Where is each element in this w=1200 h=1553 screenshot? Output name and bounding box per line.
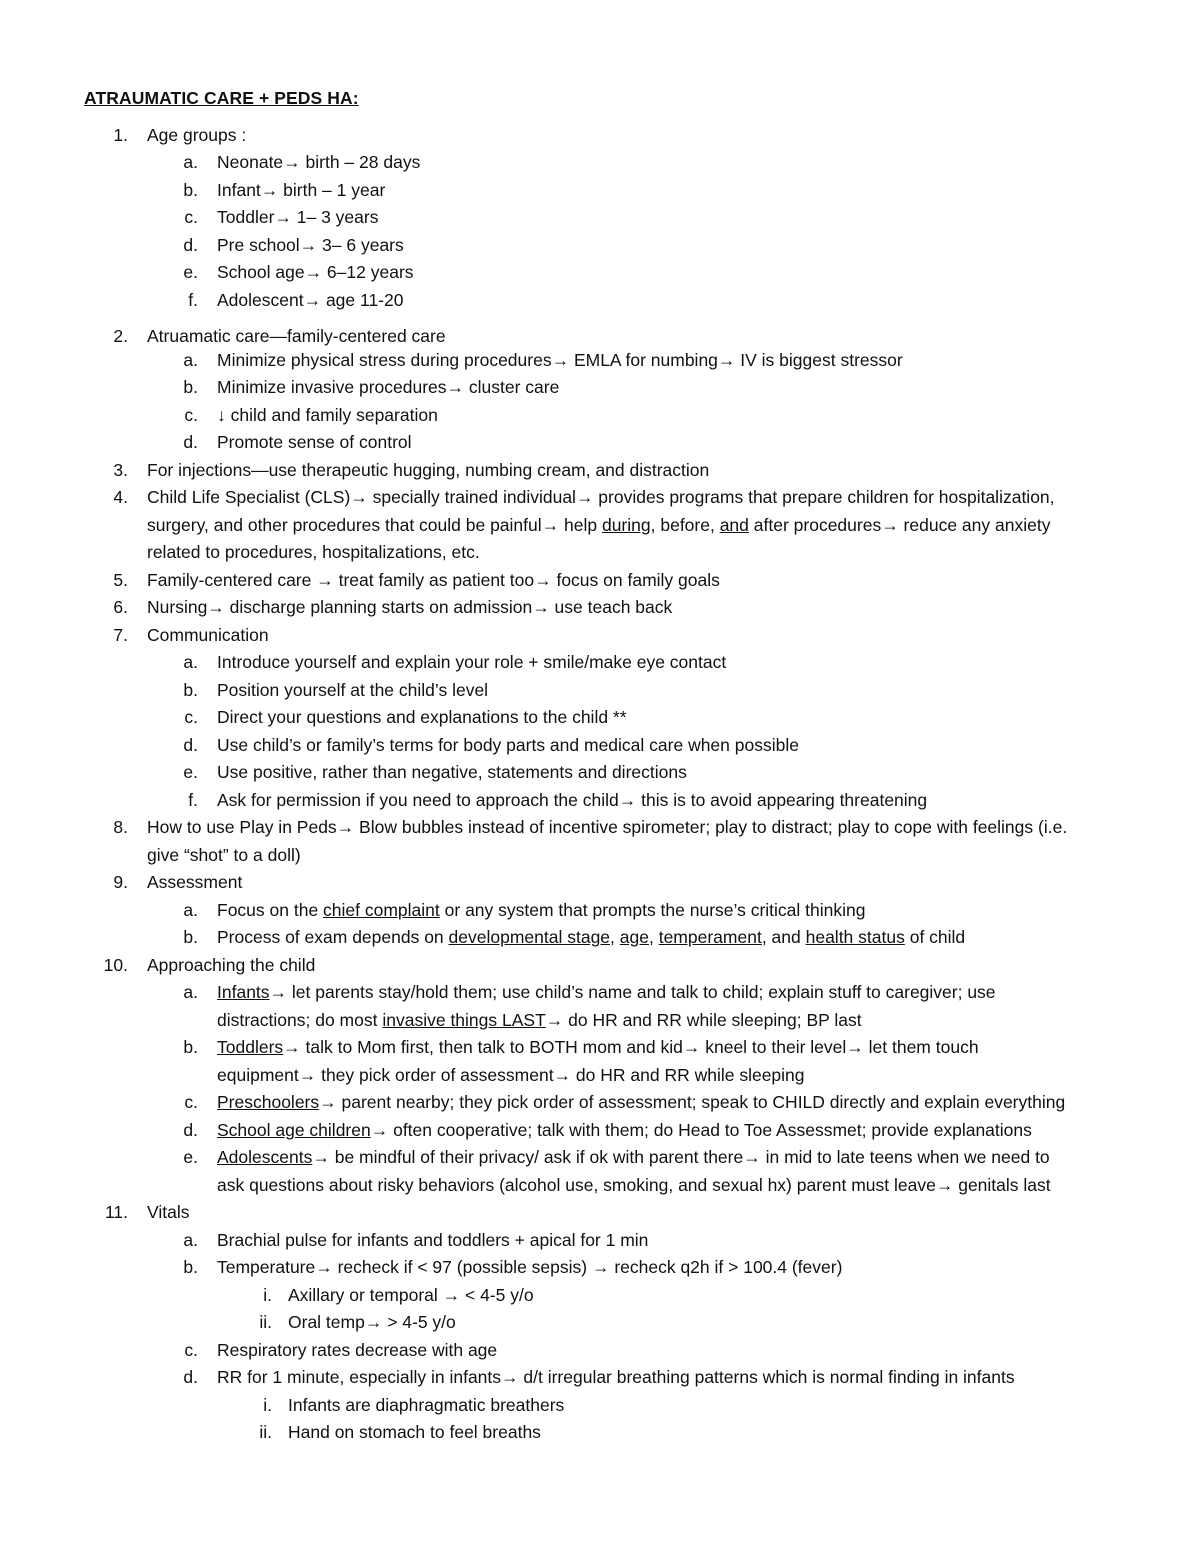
text-run: Approaching the child [147, 955, 316, 975]
document-title: ATRAUMATIC CARE + PEDS HA: [84, 88, 359, 108]
list-item-line [217, 206, 378, 228]
list-item-line [217, 261, 414, 283]
text-run: → do HR and RR while sleeping; BP last [545, 1010, 862, 1030]
list-item-line [217, 1174, 1051, 1196]
text-run: surgery, and other procedures that could be painful→ help [147, 515, 602, 535]
list-marker: c. [184, 405, 198, 425]
text-run: Neonate→ birth – 28 days [217, 152, 421, 172]
text-run: → let parents stay/hold them; use child’s name and talk to child; explain stuff to caregiver; use [269, 982, 996, 1002]
list-item-line [217, 679, 488, 701]
text-run: Communication [147, 625, 269, 645]
list-marker: 10. [103, 955, 128, 975]
list-marker: e. [183, 762, 198, 782]
text-run: → parent nearby; they pick order of assessment; speak to CHILD directly and explain everything [319, 1092, 1066, 1112]
text-run: Minimize invasive procedures→ cluster care [217, 377, 560, 397]
underlined-text: School age children [217, 1120, 371, 1140]
text-run: Minimize physical stress during procedures→ EMLA for numbing→ IV is biggest stressor [217, 350, 903, 370]
list-item-line [217, 1119, 1032, 1141]
text-run: Respiratory rates decrease with age [217, 1340, 498, 1360]
text-run: School age→ 6–12 years [217, 262, 414, 282]
text-run: or any system that prompts the nurse’s critical thinking [439, 900, 866, 920]
list-item-line [147, 459, 709, 481]
list-item-line [217, 179, 385, 201]
list-marker: b. [183, 180, 198, 200]
list-marker: c. [184, 707, 198, 727]
text-run: ask questions about risky behaviors (alcohol use, smoking, and sexual hx) parent must leave→ genitals last [217, 1175, 1051, 1195]
text-run: How to use Play in Peds→ Blow bubbles instead of incentive spirometer; play to distract; play to cope with feelings (i.e. [147, 817, 1068, 837]
list-marker: c. [184, 207, 198, 227]
text-run: related to procedures, hospitalizations, etc. [147, 542, 480, 562]
list-item-line [217, 1339, 497, 1361]
list-marker: d. [183, 735, 198, 755]
list-marker: a. [183, 152, 198, 172]
list-item-line [147, 954, 315, 976]
list-item-line [217, 706, 627, 728]
list-marker: a. [183, 1230, 198, 1250]
list-item-line [217, 789, 927, 811]
text-run: Adolescent→ age 11-20 [217, 290, 404, 310]
list-marker: e. [183, 1147, 198, 1167]
text-run: Brachial pulse for infants and toddlers + apical for 1 min [217, 1230, 649, 1250]
list-item-line [217, 899, 865, 921]
list-item-line [217, 151, 420, 173]
list-marker: ii. [259, 1422, 272, 1442]
list-marker: b. [183, 680, 198, 700]
text-run: give “shot” to a doll) [147, 845, 301, 865]
underlined-text: Preschoolers [217, 1092, 320, 1112]
text-run: of child [904, 927, 966, 947]
underlined-text: chief complaint [323, 900, 440, 920]
list-item-line [217, 651, 726, 673]
text-run: , [648, 927, 659, 947]
underlined-text: Adolescents [217, 1147, 313, 1167]
list-marker: i. [263, 1285, 272, 1305]
text-run: Pre school→ 3– 6 years [217, 235, 404, 255]
list-item-line [147, 325, 446, 347]
list-marker: a. [183, 982, 198, 1002]
list-marker: a. [183, 900, 198, 920]
list-marker: 4. [113, 487, 128, 507]
text-run: → talk to Mom first, then talk to BOTH mom and kid→ kneel to their level→ let them touch [283, 1037, 979, 1057]
list-item-line [147, 569, 720, 591]
text-run: ↓ child and family separation [217, 405, 438, 425]
list-marker: 2. [113, 326, 128, 346]
list-item-line [217, 981, 996, 1003]
text-run: , and [761, 927, 806, 947]
list-item-line [217, 1366, 1015, 1388]
text-run: Position yourself at the child’s level [217, 680, 489, 700]
text-run: Promote sense of control [217, 432, 412, 452]
text-run: , before, [650, 515, 720, 535]
list-marker: i. [263, 1395, 272, 1415]
text-run: , [610, 927, 620, 947]
text-run: Infant→ birth – 1 year [217, 180, 386, 200]
list-item-line [147, 124, 246, 146]
underlined-text: temperament [658, 927, 762, 947]
text-run: Hand on stomach to feel breaths [288, 1422, 541, 1442]
list-item-line [217, 1036, 979, 1058]
underlined-text: health status [805, 927, 905, 947]
list-item-line [217, 404, 438, 426]
text-run: Ask for permission if you need to approach the child→ this is to avoid appearing threatening [217, 790, 928, 810]
list-marker: b. [183, 377, 198, 397]
list-item-line [288, 1284, 534, 1306]
text-run: → often cooperative; talk with them; do Head to Toe Assessmet; provide explanations [370, 1120, 1032, 1140]
list-item-line [217, 349, 903, 371]
list-item-line [147, 486, 1055, 508]
text-run: Use positive, rather than negative, statements and directions [217, 762, 687, 782]
text-run: Process of exam depends on [217, 927, 449, 947]
text-run: Family-centered care → treat family as patient too→ focus on family goals [147, 570, 720, 590]
list-item-line [288, 1394, 564, 1416]
text-run: → be mindful of their privacy/ ask if ok with parent there→ in mid to late teens when we need to [312, 1147, 1050, 1167]
underlined-text: invasive things LAST [382, 1010, 546, 1030]
underlined-text: during [601, 515, 651, 535]
text-run: Axillary or temporal → < 4-5 y/o [288, 1285, 534, 1305]
list-item-line [288, 1421, 541, 1443]
text-run: Infants are diaphragmatic breathers [288, 1395, 565, 1415]
list-marker: b. [183, 1037, 198, 1057]
text-run: RR for 1 minute, especially in infants→ d/t irregular breathing patterns which is normal finding in infants [217, 1367, 1015, 1387]
underlined-text: developmental stage [448, 927, 611, 947]
list-marker: c. [184, 1092, 198, 1112]
underlined-text: and [719, 515, 749, 535]
text-run: Direct your questions and explanations to the child ** [217, 707, 627, 727]
text-run: Atruamatic care—family-centered care [147, 326, 446, 346]
text-run: Assessment [147, 872, 243, 892]
list-item-line [217, 734, 799, 756]
text-run: Toddler→ 1– 3 years [217, 207, 379, 227]
text-run: Use child’s or family’s terms for body parts and medical care when possible [217, 735, 799, 755]
list-item-line [217, 1064, 805, 1086]
list-item-line [217, 431, 412, 453]
underlined-text: Toddlers [217, 1037, 284, 1057]
list-marker: 11. [104, 1202, 128, 1222]
list-marker: ii. [259, 1312, 272, 1332]
text-run: Nursing→ discharge planning starts on admission→ use teach back [147, 597, 673, 617]
list-marker: 5. [113, 570, 128, 590]
list-marker: e. [183, 262, 198, 282]
list-item-line [217, 1146, 1050, 1168]
list-item-line [147, 816, 1067, 838]
text-run: Vitals [147, 1202, 190, 1222]
list-marker: 1. [113, 125, 128, 145]
list-item-line [147, 541, 480, 563]
list-item-line [147, 514, 1050, 536]
text-run: Introduce yourself and explain your role + smile/make eye contact [217, 652, 727, 672]
list-marker: 9. [113, 872, 128, 892]
list-marker: b. [183, 1257, 198, 1277]
text-run: Focus on the [217, 900, 324, 920]
list-marker: f. [188, 290, 198, 310]
list-marker: a. [183, 652, 198, 672]
list-marker: d. [183, 432, 198, 452]
list-item-line [217, 761, 687, 783]
underlined-text: age [619, 927, 649, 947]
text-run: Child Life Specialist (CLS)→ specially trained individual→ provides programs that prepare children for hospitalization, [147, 487, 1055, 507]
list-item-line [217, 1229, 648, 1251]
list-item-line [147, 844, 301, 866]
list-item-line [217, 1091, 1065, 1113]
list-item-line [217, 234, 404, 256]
list-item-line [217, 289, 403, 311]
list-marker: d. [183, 235, 198, 255]
list-marker: 6. [113, 597, 128, 617]
list-item-line [147, 624, 269, 646]
list-item-line [217, 926, 965, 948]
list-item-line [217, 376, 559, 398]
list-marker: d. [183, 1367, 198, 1387]
list-item-line [217, 1009, 862, 1031]
text-run: distractions; do most [217, 1010, 383, 1030]
list-marker: 3. [113, 460, 128, 480]
list-marker: 7. [113, 625, 128, 645]
list-marker: 8. [113, 817, 128, 837]
list-marker: c. [184, 1340, 198, 1360]
text-run: Temperature→ recheck if < 97 (possible sepsis) → recheck q2h if > 100.4 (fever) [217, 1257, 843, 1277]
text-run: Age groups : [147, 125, 247, 145]
text-run: For injections—use therapeutic hugging, numbing cream, and distraction [147, 460, 710, 480]
text-run: after procedures→ reduce any anxiety [748, 515, 1051, 535]
list-item-line [147, 871, 242, 893]
list-item-line [217, 1256, 842, 1278]
underlined-text: Infants [217, 982, 270, 1002]
list-item-line [147, 596, 672, 618]
list-marker: b. [183, 927, 198, 947]
text-run: equipment→ they pick order of assessment→ do HR and RR while sleeping [217, 1065, 805, 1085]
list-item-line [288, 1311, 456, 1333]
list-item-line [147, 1201, 189, 1223]
list-marker: f. [188, 790, 198, 810]
list-marker: a. [183, 350, 198, 370]
text-run: Oral temp→ > 4-5 y/o [288, 1312, 456, 1332]
list-marker: d. [183, 1120, 198, 1140]
